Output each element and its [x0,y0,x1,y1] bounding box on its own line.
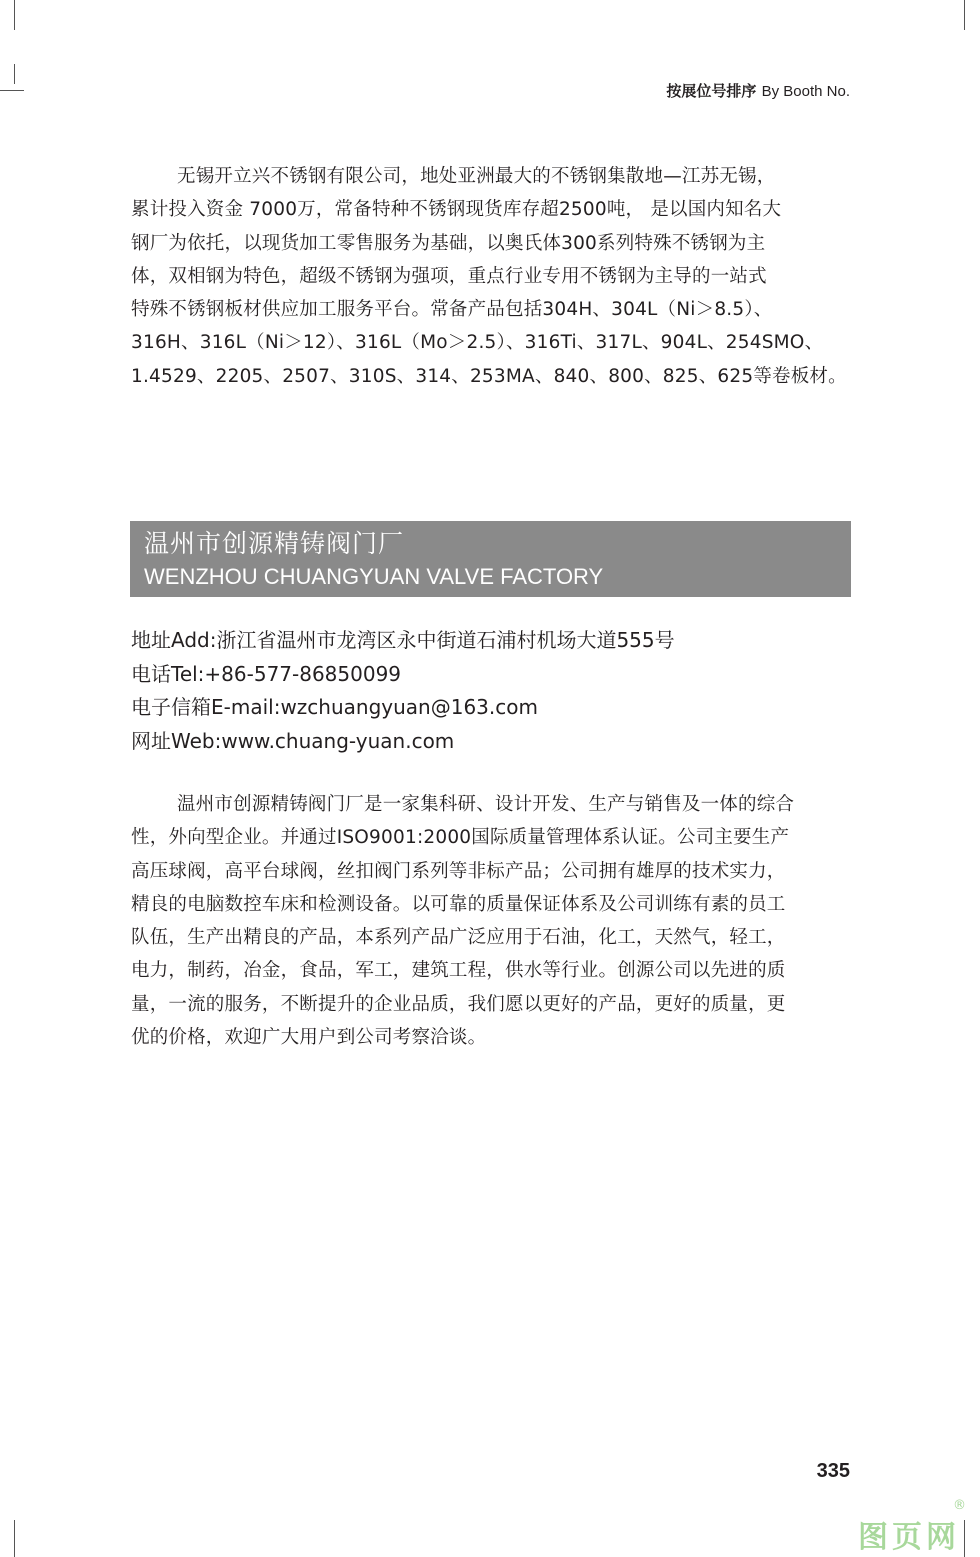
text-line: 高压球阀，高平台球阀，丝扣阀门系列等非标产品；公司拥有雄厚的技术实力， [131,860,786,882]
company-title-bar [130,521,851,597]
registered-mark: ® [953,1498,966,1513]
watermark-text: 图页网 [858,1520,960,1555]
text-line: 累计投入资金 7000万，常备特种不锈钢现货库存超2500吨， 是以国内知名大 [131,199,782,221]
email-line: 电子信箱E-mail:wzchuangyuan@163.com [131,695,538,719]
text-line: 性，外向型企业。并通过ISO9001:2000国际质量管理体系认证。公司主要生产 [131,827,790,849]
text-line: 316H、316L（Ni＞12）、316L（Mo＞2.5）、316Ti、317L、904L、254SMO、 [131,332,824,354]
header-label-cn: 按展位号排序 [666,82,757,100]
page-number: 335 [816,1460,850,1482]
running-header [666,80,850,101]
company2-description [131,788,851,1054]
address-line: 地址Add:浙江省温州市龙湾区永中街道石浦村机场大道555号 [131,628,675,652]
text-line: 精良的电脑数控车床和检测设备。以可靠的质量保证体系及公司训练有素的员工 [131,893,786,915]
crop-mark [964,1520,965,1557]
crop-mark [14,1520,15,1557]
watermark-logo [858,1498,966,1556]
contact-block [131,624,675,758]
text-line: 量，一流的服务，不断提升的企业品质，我们愿以更好的产品，更好的质量，更 [131,993,786,1015]
text-line: 电力，制药，冶金，食品，军工，建筑工程，供水等行业。创源公司以先进的质 [131,960,786,982]
tel-line: 电话Tel:+86-577-86850099 [131,661,402,686]
text-line: 温州市创源精铸阀门厂是一家集科研、设计开发、生产与销售及一体的综合 [177,794,795,815]
text-line: 体，双相钢为特色，超级不锈钢为强项，重点行业专用不锈钢为主导的一站式 [131,265,767,287]
company-name-en: WENZHOU CHUANGYUAN VALVE FACTORY [144,564,604,589]
crop-mark [964,0,965,30]
text-line: 无锡开立兴不锈钢有限公司，地处亚洲最大的不锈钢集散地—江苏无锡， [177,166,776,187]
company-name-cn: 温州市创源精铸阀门厂 [144,529,405,558]
crop-mark [0,90,24,91]
company1-description [131,160,851,393]
crop-mark [14,64,15,84]
text-line: 队伍，生产出精良的产品，本系列产品广泛应用于石油，化工，天然气，轻工， [131,927,786,949]
text-line: 优的价格，欢迎广大用户到公司考察洽谈。 [131,1027,487,1049]
crop-mark [14,0,15,30]
web-line: 网址Web:www.chuang-yuan.com [131,728,455,753]
text-line: 特殊不锈钢板材供应加工服务平台。常备产品包括304H、304L（Ni＞8.5）、 [131,299,773,321]
text-line: 1.4529、2205、2507、310S、314、253MA、840、800、825、625等卷板材。 [131,365,847,387]
header-label-en: By Booth No. [761,83,850,100]
text-line: 钢厂为依托，以现货加工零售服务为基础，以奥氏体300系列特殊不锈钢为主 [131,232,766,254]
